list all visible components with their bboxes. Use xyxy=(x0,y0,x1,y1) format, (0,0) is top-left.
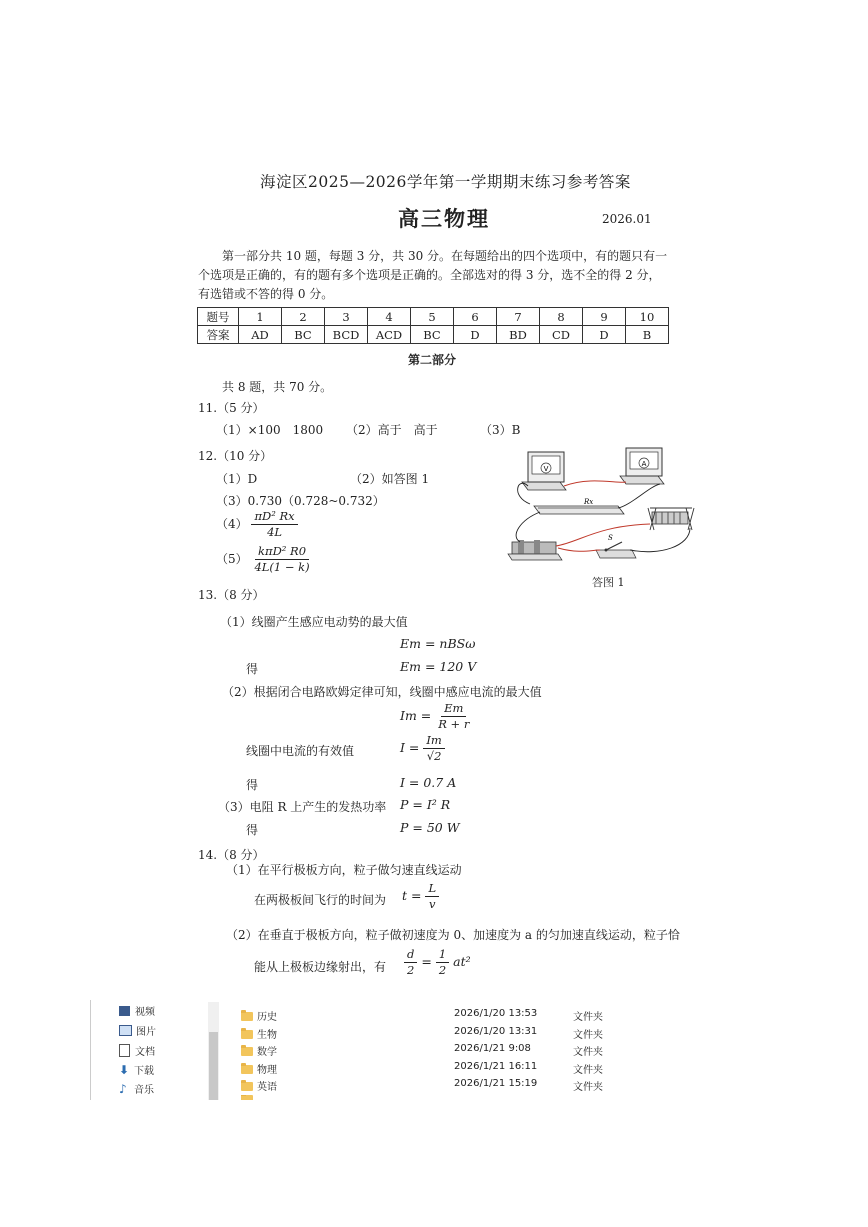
q12-answer-2: （2）如答图 1 xyxy=(350,472,430,486)
q13-equation-2: Em = 120 V xyxy=(400,659,477,674)
q13-heading: 13.（8 分） xyxy=(198,588,265,602)
file-row[interactable] xyxy=(241,1078,277,1093)
fraction-denominator: 2 xyxy=(407,963,415,977)
fraction-numerator: Em xyxy=(441,702,466,717)
q12-answer-4-label: （4） xyxy=(216,517,248,531)
file-name: 物理 xyxy=(257,1065,277,1076)
fraction-numerator: πD² Rx xyxy=(251,510,297,525)
table-cell: D xyxy=(454,326,497,344)
file-row[interactable] xyxy=(241,1061,277,1076)
fraction-numerator: L xyxy=(425,882,439,897)
q12-answer-5 xyxy=(216,545,313,574)
fraction-denominator: 4L(1 − k) xyxy=(254,560,310,574)
battery xyxy=(508,540,562,560)
file-type: 文件夹 xyxy=(573,1047,603,1058)
q14-equation-2 xyxy=(404,948,471,977)
fraction-denominator: 2 xyxy=(438,963,447,977)
equation-lhs: I = xyxy=(400,740,420,755)
q13-equation-7: P = 50 W xyxy=(400,820,460,835)
fraction xyxy=(435,702,472,731)
fraction-denominator: 4L xyxy=(267,525,283,539)
file-date: 2026/1/20 13:31 xyxy=(454,1026,538,1037)
fraction xyxy=(251,510,297,539)
q11-answer-3: （3）B xyxy=(480,423,521,437)
file-type: 文件夹 xyxy=(573,1065,603,1076)
q13-equation-3 xyxy=(400,702,472,731)
q14-part1b: 在两极板间飞行的时间为 xyxy=(254,893,387,907)
voltmeter-label: V xyxy=(543,465,549,473)
file-row[interactable] xyxy=(241,1008,277,1023)
part2-title: 第二部分 xyxy=(408,353,457,367)
file-explorer-panel xyxy=(85,1000,768,1100)
q11-heading: 11.（5 分） xyxy=(198,401,265,415)
file-type: 文件夹 xyxy=(573,1082,603,1093)
folder-icon xyxy=(241,1095,253,1100)
file-row[interactable] xyxy=(241,1026,277,1041)
table-cell: 8 xyxy=(540,308,583,326)
q11-answer-1: （1）×100 1800 xyxy=(216,423,324,437)
q13-equation-5: I = 0.7 A xyxy=(400,775,457,790)
table-cell: ACD xyxy=(368,326,411,344)
q13-equation-4 xyxy=(400,734,445,763)
nav-item-label: 文档 xyxy=(135,1047,155,1058)
q11-answer-2: （2）高于 高于 xyxy=(346,423,438,437)
download-icon: ⬇ xyxy=(119,1063,130,1077)
folder-icon xyxy=(241,1047,253,1056)
table-cell: CD xyxy=(540,326,583,344)
fraction-denominator: v xyxy=(429,897,436,911)
equation-tail: at² xyxy=(453,954,471,969)
fraction-numerator: kπD² R0 xyxy=(255,545,309,560)
document-title: 海淀区2025—2026学年第一学期期末练习参考答案 xyxy=(260,173,631,191)
ammeter-label: A xyxy=(641,460,647,468)
fraction xyxy=(425,882,439,911)
table-cell: 1 xyxy=(239,308,282,326)
music-icon: ♪ xyxy=(119,1082,127,1096)
fraction xyxy=(436,948,449,977)
nav-item-label: 下载 xyxy=(134,1066,154,1077)
q13-de-1: 得 xyxy=(246,662,259,676)
file-name: 数学 xyxy=(257,1047,277,1058)
file-date: 2026/1/21 15:19 xyxy=(454,1078,538,1089)
table-row xyxy=(198,308,669,326)
nav-scrollbar[interactable] xyxy=(208,1002,219,1100)
q12-answer-1: （1）D xyxy=(216,472,258,486)
fraction xyxy=(251,545,312,574)
table-cell: 3 xyxy=(325,308,368,326)
nav-item-label: 音乐 xyxy=(134,1085,154,1096)
table-row xyxy=(198,326,669,344)
file-name: 历史 xyxy=(257,1012,277,1023)
table-cell: 答案 xyxy=(198,326,239,344)
q12-heading: 12.（10 分） xyxy=(198,449,273,463)
table-cell: AD xyxy=(239,326,282,344)
circuit-figure xyxy=(500,446,700,572)
nav-item-documents[interactable] xyxy=(119,1043,155,1058)
nav-item-pictures[interactable] xyxy=(119,1023,156,1038)
table-cell: 5 xyxy=(411,308,454,326)
ammeter xyxy=(620,448,664,484)
part1-intro: 第一部分共 10 题，每题 3 分，共 30 分。在每题给出的四个选项中，有的题只有一个选项是正确的，有的题有多个选项是正确的。全部选对的得 3 分，选不全的得 2 分，有选错或不答的得 0 分。 xyxy=(198,249,668,301)
scrollbar-thumb[interactable] xyxy=(209,1032,218,1100)
figure-caption: 答图 1 xyxy=(592,576,625,589)
table-cell: 7 xyxy=(497,308,540,326)
nav-item-video[interactable] xyxy=(119,1003,155,1018)
folder-icon xyxy=(241,1065,253,1074)
switch xyxy=(596,534,636,558)
fraction xyxy=(423,734,444,763)
picture-icon xyxy=(119,1025,132,1036)
nav-item-label: 图片 xyxy=(136,1027,156,1038)
part2-intro: 共 8 题，共 70 分。 xyxy=(222,380,333,394)
q12-answer-5-label: （5） xyxy=(216,552,248,566)
rheostat xyxy=(648,508,694,530)
q13-de-2: 得 xyxy=(246,778,259,792)
answer-table xyxy=(197,307,669,344)
q14-part2b: 能从上极板边缘射出，有 xyxy=(254,960,387,974)
q14-heading: 14.（8 分） xyxy=(198,848,265,862)
equation-lhs: Im = xyxy=(400,708,432,723)
table-cell: BC xyxy=(282,326,325,344)
fraction-denominator: R + r xyxy=(438,717,470,731)
table-cell: 9 xyxy=(583,308,626,326)
folder-icon xyxy=(241,1012,253,1021)
q12-answer-3: （3）0.730（0.728~0.732） xyxy=(216,494,385,508)
table-cell: BC xyxy=(411,326,454,344)
resistance-wire xyxy=(534,498,624,514)
file-date: 2026/1/20 13:53 xyxy=(454,1008,538,1019)
q13-part2b: 线圈中电流的有效值 xyxy=(246,744,355,758)
nav-item-music[interactable] xyxy=(119,1081,154,1096)
folder-icon xyxy=(241,1082,253,1091)
file-type: 文件夹 xyxy=(573,1030,603,1041)
rx-label: Rx xyxy=(584,498,594,506)
file-date: 2026/1/21 16:11 xyxy=(454,1061,538,1072)
table-cell: 6 xyxy=(454,308,497,326)
q13-part1: （1）线圈产生感应电动势的最大值 xyxy=(220,615,408,629)
table-cell: BCD xyxy=(325,326,368,344)
file-row-partial xyxy=(241,1095,257,1100)
voltmeter xyxy=(522,452,566,490)
nav-item-downloads[interactable] xyxy=(119,1062,154,1077)
panel-border xyxy=(90,1000,91,1100)
document-icon xyxy=(119,1044,130,1057)
q13-part3: （3）电阻 R 上产生的发热功率 xyxy=(218,800,387,814)
video-icon xyxy=(119,1006,130,1016)
equals-sign: = xyxy=(421,954,432,969)
q14-part2: （2）在垂直于极板方向，粒子做初速度为 0、加速度为 a 的匀加速直线运动，粒子恰 xyxy=(226,928,680,942)
table-cell: 2 xyxy=(282,308,325,326)
table-cell: BD xyxy=(497,326,540,344)
table-cell: 4 xyxy=(368,308,411,326)
q13-part2: （2）根据闭合电路欧姆定律可知，线圈中感应电流的最大值 xyxy=(222,685,542,699)
folder-icon xyxy=(241,1030,253,1039)
table-cell: 题号 xyxy=(198,308,239,326)
fraction-denominator: √2 xyxy=(426,749,442,763)
fraction-numerator: Im xyxy=(423,734,444,749)
nav-item-label: 视频 xyxy=(135,1007,155,1018)
file-name: 生物 xyxy=(257,1030,277,1041)
file-row[interactable] xyxy=(241,1043,277,1058)
fraction xyxy=(404,948,417,977)
q14-part1: （1）在平行极板方向，粒子做匀速直线运动 xyxy=(226,863,462,877)
file-type: 文件夹 xyxy=(573,1012,603,1023)
table-cell: 10 xyxy=(626,308,669,326)
q13-de-3: 得 xyxy=(246,823,259,837)
fraction-numerator: d xyxy=(404,948,417,963)
document-subtitle: 高三物理 xyxy=(398,206,490,231)
fraction-numerator: 1 xyxy=(436,948,449,963)
q13-equation-6: P = I² R xyxy=(400,797,451,812)
file-date: 2026/1/21 9:08 xyxy=(454,1043,531,1054)
table-cell: B xyxy=(626,326,669,344)
equation-lhs: t = xyxy=(402,888,422,903)
q13-equation-1: Em = nBSω xyxy=(400,636,476,651)
q14-equation-1 xyxy=(402,882,439,911)
switch-label: S xyxy=(608,534,613,542)
file-name: 英语 xyxy=(257,1082,277,1093)
table-cell: D xyxy=(583,326,626,344)
q12-answer-4 xyxy=(216,510,298,539)
document-date: 2026.01 xyxy=(602,212,652,226)
